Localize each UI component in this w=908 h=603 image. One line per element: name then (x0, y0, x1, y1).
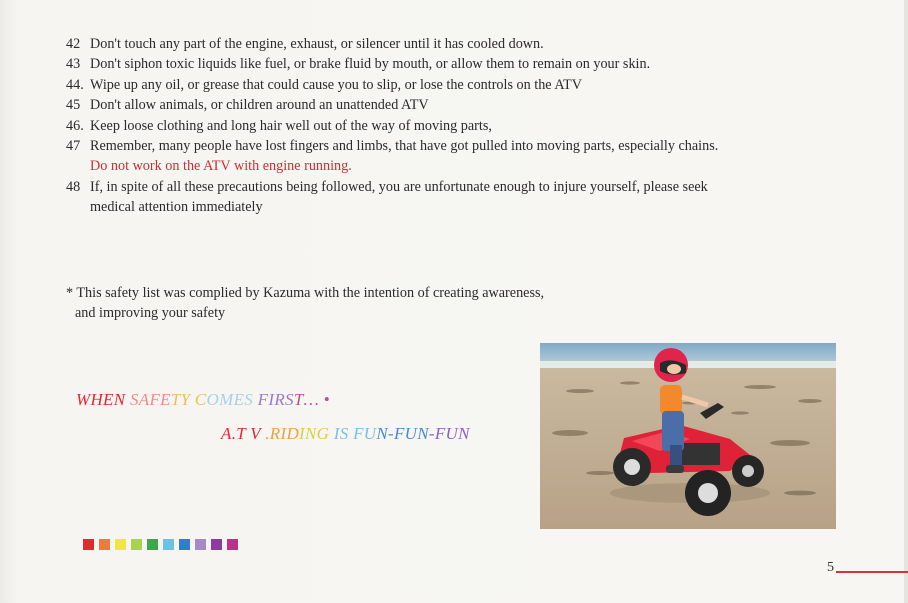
page-edge (904, 0, 908, 603)
item-number: 44. (66, 76, 84, 93)
slogan-line-1: WHEN SAFETY COMES FIRST… • (76, 390, 330, 409)
color-swatch-1 (83, 539, 94, 550)
safety-item-42 (66, 34, 856, 54)
item-text: Wipe up any oil, or grease that could cause you to slip, or lose the controls on the ATV (90, 76, 582, 93)
item-number: 42 (66, 36, 81, 52)
color-swatch-3 (115, 539, 126, 550)
item-text: Remember, many people have lost fingers and limbs, that have got pulled into moving parts, especially chains. (90, 138, 719, 155)
item-text: Don't siphon toxic liquids like fuel, or brake fluid by mouth, or allow them to remain on your skin. (90, 56, 651, 73)
item-number: 48 (66, 178, 81, 195)
item-text: Don't touch any part of the engine, exhaust, or silencer until it has cooled down. (90, 36, 544, 52)
safety-item-47 (66, 136, 856, 156)
page-number-rule (836, 571, 908, 573)
safety-item-45 (66, 95, 856, 115)
footnote-line-1: * This safety list was complied by Kazuma with the intention of creating awareness, (66, 285, 545, 301)
warning-text: Do not work on the ATV with engine running. (90, 158, 352, 175)
color-swatch-strip (83, 539, 238, 550)
footnote (66, 283, 544, 324)
safety-item-44 (66, 75, 856, 95)
safety-list (66, 34, 856, 218)
color-swatch-7 (179, 539, 190, 550)
color-swatch-8 (195, 539, 206, 550)
footnote-line-2: and improving your safety (75, 305, 226, 322)
safety-item-43 (66, 54, 856, 74)
item-number: 43 (66, 56, 81, 73)
atv-rider-illustration (540, 343, 836, 529)
safety-item-48 (66, 177, 856, 197)
color-swatch-4 (131, 539, 142, 550)
item-number: 45 (66, 97, 81, 114)
slogan-line-2: A.T V .RIDING IS FUN-FUN-FUN (221, 424, 470, 443)
item-text: Don't allow animals, or children around an unattended ATV (90, 97, 429, 114)
atv-rider-photo (540, 343, 836, 529)
item-number: 47 (66, 138, 81, 155)
item-text: Keep loose clothing and long hair well out of the way of moving parts, (90, 117, 492, 134)
item-continuation: medical attention immediately (90, 199, 263, 216)
color-swatch-6 (163, 539, 174, 550)
color-swatch-2 (99, 539, 110, 550)
item-text: If, in spite of all these precautions being followed, you are unfortunate enough to injure yourself, please seek (90, 178, 708, 195)
page-number: 5 (827, 560, 834, 575)
color-swatch-5 (147, 539, 158, 550)
safety-item-46 (66, 116, 856, 136)
color-swatch-10 (227, 539, 238, 550)
item-number: 46. (66, 117, 84, 134)
color-swatch-9 (211, 539, 222, 550)
